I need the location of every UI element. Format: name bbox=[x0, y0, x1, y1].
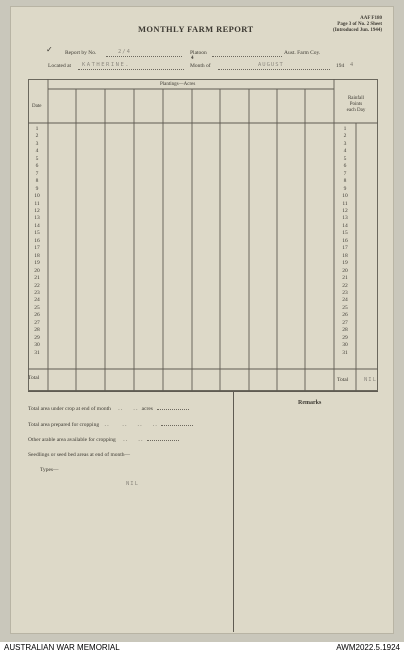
seedlings-label: Seedlings or seed bed areas at end of month— bbox=[28, 452, 131, 458]
platoon-value: 4 bbox=[191, 56, 194, 61]
area-prepared-dots: . . . . . . . . bbox=[104, 422, 157, 428]
lower-section-top-rule bbox=[28, 391, 378, 392]
footer-catalogue-number: AWM2022.5.1924 bbox=[336, 643, 400, 652]
year-prefix: 194 bbox=[336, 63, 345, 69]
located-label: Located at bbox=[48, 63, 72, 69]
area-under-crop-dots: . . . . acres bbox=[118, 406, 153, 412]
tick-mark-icon: ✓ bbox=[46, 45, 53, 54]
month-line bbox=[218, 69, 330, 70]
form-sheet-number: Page 3 of No. 2 Sheet bbox=[337, 22, 382, 27]
rainfall-total-value: NIL bbox=[364, 377, 377, 383]
rainfall-column-numbers: 1 2 3 4 5 6 7 8 9 10 11 12 13 14 15 16 17 18 19 20 21 22 23 24 25 26 27 28 29 30 31 bbox=[342, 126, 348, 356]
date-column-numbers: 1 2 3 4 5 6 7 8 9 10 11 12 13 14 15 16 17 18 19 20 21 22 23 24 25 26 27 28 29 30 31 bbox=[34, 126, 40, 356]
located-value: KATHERINE. bbox=[82, 62, 131, 68]
archive-footer bbox=[0, 642, 404, 653]
platoon-label: Platoon bbox=[190, 50, 207, 56]
area-under-crop bbox=[28, 406, 189, 412]
remarks-divider bbox=[233, 392, 234, 632]
rainfall-label-line2: Points bbox=[349, 102, 363, 107]
area-under-crop-label: Total area under crop at end of month bbox=[28, 406, 111, 412]
total-label-left: Total bbox=[28, 375, 40, 381]
table-ruling bbox=[28, 79, 378, 391]
types-value: NIL bbox=[126, 481, 139, 487]
month-value: AUGUST bbox=[258, 62, 284, 68]
plantings-table bbox=[28, 79, 378, 391]
month-label: Month of bbox=[190, 63, 211, 69]
total-label-right: Total bbox=[337, 377, 349, 383]
area-under-crop-line bbox=[157, 409, 189, 410]
rainfall-label-line3: each Day bbox=[346, 108, 366, 113]
report-by-line bbox=[106, 56, 182, 57]
report-by-label: Report by No. bbox=[65, 50, 97, 56]
rainfall-header bbox=[334, 96, 378, 114]
arable-area-label: Other arable area available for cropping bbox=[28, 437, 116, 443]
remarks-heading: Remarks bbox=[298, 400, 322, 406]
arable-area-dots: . . . . bbox=[123, 437, 143, 443]
arable-area bbox=[28, 437, 179, 443]
plantings-header: Plantings—Acres bbox=[160, 82, 196, 87]
form-introduced: (Introduced Jun. 1944) bbox=[333, 28, 382, 33]
form-identifier bbox=[333, 16, 382, 34]
types-label: Types— bbox=[40, 467, 59, 473]
report-by-value: 2/4 bbox=[118, 49, 131, 55]
area-prepared bbox=[28, 422, 193, 428]
date-header: Date bbox=[32, 104, 42, 109]
located-line bbox=[78, 69, 184, 70]
rainfall-label-line1: Rainfall bbox=[347, 96, 365, 101]
area-prepared-label: Total area prepared for cropping bbox=[28, 422, 100, 428]
page-title: MONTHLY FARM REPORT bbox=[138, 24, 254, 34]
unit-label: Aust. Farm Coy. bbox=[284, 50, 321, 56]
platoon-line bbox=[212, 56, 282, 57]
area-prepared-line bbox=[161, 425, 193, 426]
arable-area-line bbox=[147, 440, 179, 441]
footer-institution: AUSTRALIAN WAR MEMORIAL bbox=[4, 643, 120, 652]
form-code: AAF F180 bbox=[360, 16, 382, 21]
year-digit: 4 bbox=[350, 62, 353, 68]
